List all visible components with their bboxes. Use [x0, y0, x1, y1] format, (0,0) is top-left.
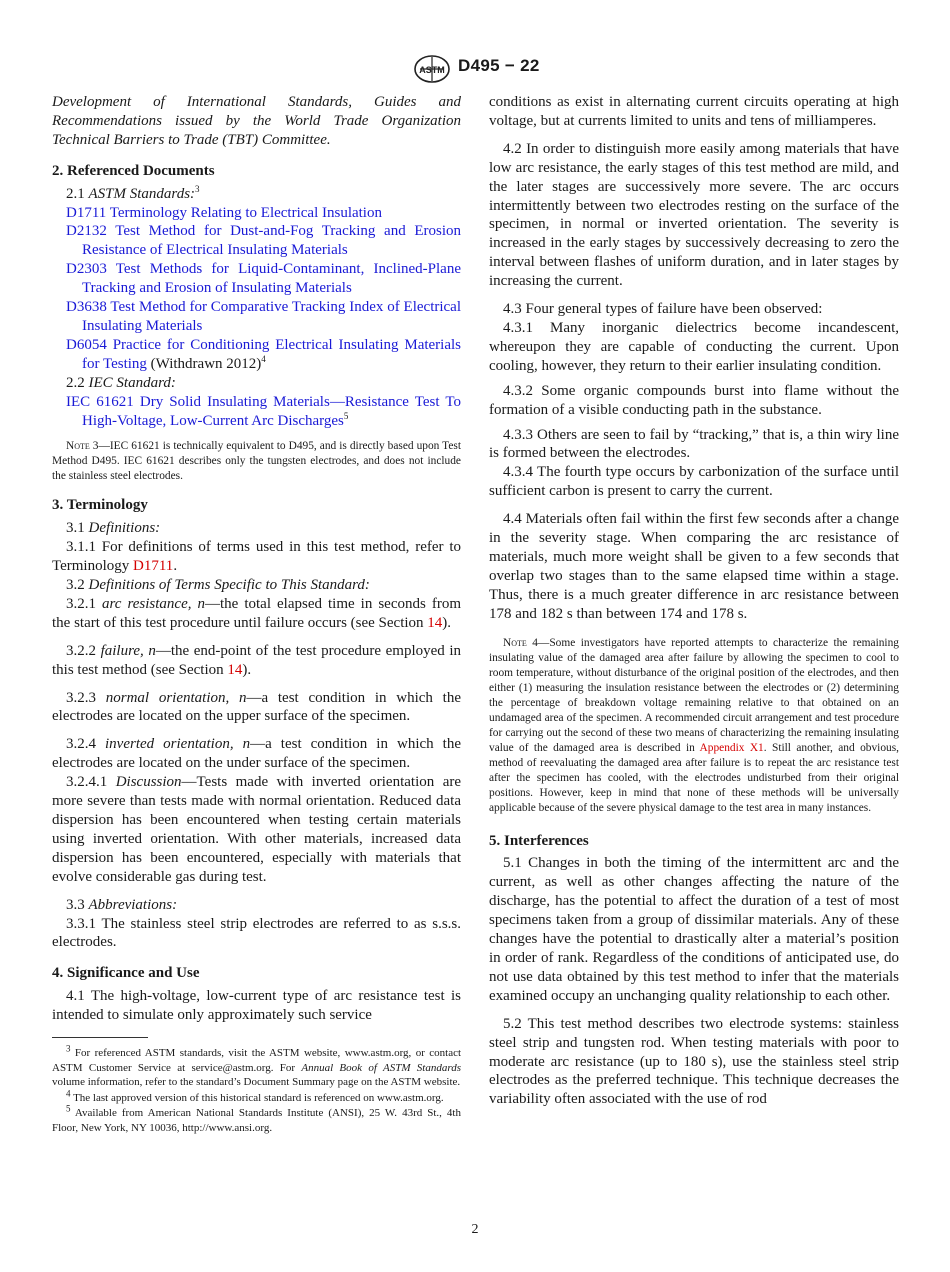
xref-link[interactable]: 14 — [227, 661, 243, 678]
subsection-3-2: 3.2 Definitions of Terms Specific to This Standard: — [66, 577, 370, 594]
section-3-heading: 3. Terminology — [52, 497, 148, 514]
paragraph-3-1-1: 3.1.1 For definitions of terms used in this test method, refer to Terminology D1711. — [52, 539, 461, 575]
right-column — [489, 93, 899, 1109]
footnote-3: $^3$ For referenced ASTM standards, visit the ASTM website, www.astm.org, or contact ASTM Customer Service at service@astm.org. For Annual Book of ASTM Standards volume information, refer to the standard’s Document Summary page on the ASTM website. — [52, 1043, 462, 1089]
appendix-link[interactable]: Appendix X1 — [699, 741, 764, 754]
subsection-3-1: 3.1 Definitions: — [66, 520, 161, 537]
document-id: D495 − 22 — [458, 56, 540, 75]
left-column — [52, 93, 461, 1025]
footnote-5: $^5$ Available from American National Standards Institute (ANSI), 25 W. 43rd St., 4th Floor, New York, NY 10036, http://www.ansi.org. — [52, 1103, 461, 1134]
reference-item[interactable]: D2132 Test Method for Dust-and-Fog Tracking and Erosion Resistance of Electrical Insulating Materials — [66, 223, 461, 259]
reference-item[interactable]: D2303 Test Methods for Liquid-Contaminant, Inclined-Plane Tracking and Erosion of Insulating Materials — [66, 261, 461, 297]
note-3: Note 3—IEC 61621 is technically equivalent to D495, and is directly based upon Test Method D495. IEC 61621 describes only the tungsten electrodes, and does not include the stainless steel electrodes. — [52, 440, 461, 483]
xref-link[interactable]: D1711 — [133, 558, 174, 575]
subsection-2-2: 2.2 IEC Standard: — [66, 374, 176, 391]
footnote-4: $^4$ The last approved version of this historical standard is referenced on www.astm.org. — [66, 1088, 444, 1104]
reference-item[interactable]: D6054 Practice for Conditioning Electrical Insulating Materials for Testing (Withdrawn 2012)$^4$ — [66, 336, 461, 372]
astm-logo-icon — [412, 54, 452, 84]
footnotes — [52, 1037, 461, 1137]
page-number: 2 — [471, 1222, 479, 1237]
discussion-3-2-4-1: 3.2.4.1 Discussion—Tests made with inverted orientation are more severe than tests made with normal orientation. Reduced data dispersion has been encountered when testing certain materials using inverted orientation. With other materials, increased data dispersion has been encountered, especially with materials that evolve considerable gas during test. — [52, 774, 462, 885]
section-5-heading: 5. Interferences — [489, 832, 589, 849]
iec-reference-item[interactable]: IEC 61621 Dry Solid Insulating Materials—Resistance Test To High-Voltage, Low-Current Arc Discharges$^5$ — [66, 393, 462, 429]
paragraph-5-1: 5.1 Changes in both the timing of the intermittent arc and the current, as well as other changes affecting the nature of the discharge, has the potential to affect the duration of a test of most specimens taken from a group of dissimilar materials. Any of these changes have the potential to drastically alter a material’s position in order of rank. Regardless of the conditions of anticipated use, do not use data obtained by this test method to infer that the materials examined occupy an unchanging quality relationship to each other. — [489, 855, 899, 1004]
paragraph-4-3-2: 4.3.2 Some organic compounds burst into flame without the formation of a visible conducting path in the substance. — [489, 382, 899, 418]
subsection-3-3: 3.3 Abbreviations: — [66, 896, 178, 913]
section-4-heading: 4. Significance and Use — [52, 965, 200, 982]
reference-item[interactable]: D3638 Test Method for Comparative Tracking Index of Electrical Insulating Materials — [66, 299, 462, 334]
paragraph-4-3-1: 4.3.1 Many inorganic dielectrics become incandescent, whereupon they are capable of conducting the current. Upon cooling, however, they return to their earlier insulating condition. — [489, 319, 899, 374]
section-2-heading: 2. Referenced Documents — [52, 162, 215, 179]
definition-3-2-3: 3.2.3 normal orientation, n—a test condition in which the electrodes are located on the upper surface of the specimen. — [52, 689, 461, 725]
footnote-divider — [52, 1037, 148, 1038]
paragraph-4-3: 4.3 Four general types of failure have been observed: — [503, 301, 823, 318]
page-header — [0, 54, 950, 84]
paragraph-4-3-3: 4.3.3 Others are seen to fail by “tracking,” that is, a thin wiry line is formed between the electrodes. — [489, 426, 899, 462]
paragraph-4-3-4: 4.3.4 The fourth type occurs by carbonization of the surface until sufficient carbon is present to carry the current. — [489, 464, 899, 500]
paragraph-4-2: 4.2 In order to distinguish more easily among materials that have low arc resistance, the early stages of this test method are mild, and the later stages are successively more severe. The arc occurs intermittently between two electrodes resting on the surface of the specimen, in normal or inverted orientation. The severity is increased in the early stages by successively decreasing to zero the interval between flashes of uniform duration, and in later stages by increasing the current. — [489, 140, 899, 290]
subsection-2-1: 2.1 ASTM Standards:$^3$ — [66, 183, 200, 202]
paragraph-4-4: 4.4 Materials often fail within the first few seconds after a change in the severity stage. When comparing the arc resistance of materials, much more weight shall be given to a few seconds that overlap two stages than to the same elapsed time within a stage. Thus, there is a much greater difference in arc resistance between 178 and 182 s than between 174 and 178 s. — [489, 511, 899, 622]
note-4: Note 4—Some investigators have reported attempts to characterize the remaining insulating value of the damaged area after failure by allowing the specimen to cool to room temperature, without disturbance of the original position of the electrodes, and then either (1) measuring the insulation resistance between the electrodes or (2) determining the percentage of breakdown voltage remaining relative to that obtained on an undamaged area of the specimen. A recommended circuit arrangement and test procedure for carrying out the second of these two means of characterizing the remaining insulating value of the damaged area is described in Appendix X1. Still another, and obvious, method of reevaluating the damaged area after failure is to repeat the arc resistance test after the specimen has cooled, with the electrodes undisturbed from their original positions. However, keep in mind that none of these methods will be universally applicable because of the severe physical damage to the test area in many instances. — [489, 636, 899, 814]
xref-link[interactable]: 14 — [427, 614, 443, 631]
paragraph-4-1: 4.1 The high-voltage, low-current type of arc resistance test is intended to simulate only approximately such service — [52, 988, 461, 1024]
paragraph-5-2: 5.2 This test method describes two electrode systems: stainless steel strip and tungsten rod. When testing materials with poor to moderate arc resistance (up to 180 s), use the stainless steel strip electrodes as the preferred technique. This technique decreases the variability often associated with the use of rod — [489, 1015, 899, 1108]
definition-3-2-4: 3.2.4 inverted orientation, n—a test condition in which the electrodes are located on the under surface of the specimen. — [52, 736, 461, 772]
paragraph-3-3-1: 3.3.1 The stainless steel strip electrodes are referred to as s.s.s. electrodes. — [52, 915, 461, 951]
definition-3-2-1: 3.2.1 arc resistance, n—the total elapsed time in seconds from the start of this test procedure until failure occurs (see Section 14). — [52, 595, 462, 631]
intro-continuation: Development of International Standards, Guides and Recommendations issued by the World Trade Organization Technical Barriers to Trade (TBT) Committee. — [52, 94, 461, 148]
reference-item[interactable]: D1711 Terminology Relating to Electrical Insulation — [66, 204, 382, 221]
paragraph-4-1-continued: conditions as exist in alternating current circuits operating at high voltage, but at currents limited to units and tens of milliamperes. — [489, 94, 899, 129]
svg-text:ASTM: ASTM — [419, 65, 445, 75]
definition-3-2-2: 3.2.2 failure, n—the end-point of the test procedure employed in this test method (see Section 14). — [52, 642, 461, 678]
